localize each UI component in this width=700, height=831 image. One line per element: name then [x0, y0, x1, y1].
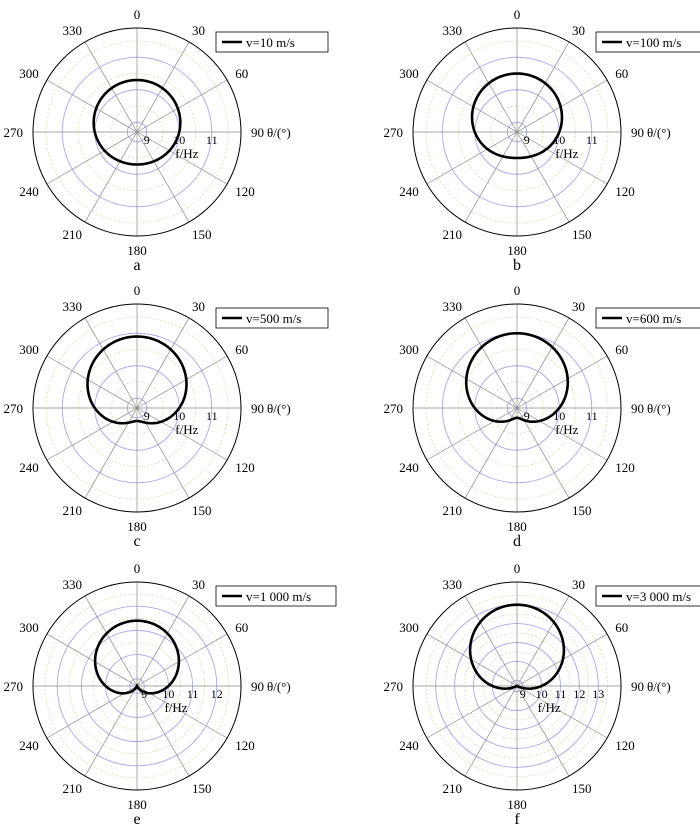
radial-tick-label: 9 — [523, 409, 530, 423]
angle-tick-label: 90 — [251, 125, 264, 140]
radial-tick-label: 9 — [143, 409, 150, 423]
radial-tick-label: 13 — [592, 687, 605, 701]
panel-label: c — [133, 533, 141, 550]
angle-tick-label: 210 — [442, 503, 462, 519]
angle-tick-label: 300 — [399, 342, 419, 357]
angle-tick-label: 30 — [572, 576, 585, 592]
angular-grid-spoke — [517, 356, 607, 408]
angle-tick-label: 240 — [399, 738, 419, 753]
angle-tick-label: 120 — [235, 738, 255, 753]
angle-tick-label: 240 — [19, 738, 39, 753]
legend — [216, 586, 336, 606]
angle-tick-label: 270 — [383, 125, 403, 140]
angle-tick-label: 30 — [572, 22, 585, 38]
angle-tick-label: 180 — [127, 243, 147, 258]
radial-axis-label: f/Hz — [175, 146, 199, 161]
angle-tick-label: 330 — [442, 22, 462, 38]
angle-tick-label: 300 — [399, 620, 419, 635]
panel-label: a — [133, 257, 141, 274]
angle-tick-label: 150 — [192, 227, 212, 243]
angle-tick-label: 180 — [507, 243, 527, 258]
angle-tick-label: 180 — [127, 519, 147, 534]
angular-grid-spoke — [517, 318, 569, 408]
legend — [596, 32, 700, 52]
radial-tick-label: 10 — [553, 133, 566, 147]
angle-tick-label: 0 — [513, 283, 521, 298]
angle-tick-label: 240 — [399, 460, 419, 475]
radial-tick-label: 10 — [173, 133, 186, 147]
radial-axis-label: f/Hz — [555, 146, 579, 161]
polar-panel-c — [4, 283, 329, 550]
legend-entry: v=10 m/s — [246, 35, 295, 50]
panel-label: b — [513, 257, 521, 274]
angle-unit-label: θ/(°) — [647, 125, 671, 140]
angle-tick-label: 240 — [19, 460, 39, 475]
angle-tick-label: 120 — [235, 460, 255, 475]
angle-tick-label: 180 — [507, 797, 527, 812]
angular-grid-spoke — [137, 80, 227, 132]
angle-tick-label: 60 — [615, 66, 629, 81]
radial-tick-label: 12 — [210, 687, 223, 701]
angle-tick-label: 60 — [235, 342, 249, 357]
angle-tick-label: 330 — [62, 22, 82, 38]
radial-axis-label: f/Hz — [537, 700, 561, 715]
legend-entry: v=3 000 m/s — [626, 589, 692, 604]
panel-label: f — [514, 811, 520, 828]
angular-grid-spoke — [85, 596, 137, 686]
radial-tick-label: 9 — [523, 133, 530, 147]
angle-tick-label: 300 — [399, 66, 419, 81]
angle-tick-label: 270 — [3, 125, 23, 140]
radial-axis-label: f/Hz — [175, 422, 199, 437]
angle-tick-label: 270 — [383, 401, 403, 416]
polar-panel-f — [384, 561, 700, 828]
panel-label: e — [133, 811, 141, 828]
angle-tick-label: 180 — [127, 797, 147, 812]
radial-axis-label: f/Hz — [555, 422, 579, 437]
angular-grid-spoke — [47, 408, 137, 460]
legend — [596, 586, 700, 606]
radial-tick-label: 10 — [162, 687, 175, 701]
polar-panel-d — [384, 283, 700, 550]
angle-tick-label: 120 — [615, 460, 635, 475]
angle-tick-label: 210 — [62, 503, 82, 519]
angular-grid-spoke — [85, 686, 137, 776]
angle-tick-label: 240 — [19, 184, 39, 199]
angle-tick-label: 120 — [235, 184, 255, 199]
angle-tick-label: 60 — [615, 342, 629, 357]
angular-grid-spoke — [465, 318, 517, 408]
angle-tick-label: 330 — [442, 576, 462, 592]
angle-tick-label: 60 — [235, 66, 249, 81]
panel-label: d — [513, 533, 521, 550]
polar-panel-b — [384, 7, 700, 274]
angle-tick-label: 30 — [192, 298, 205, 314]
angle-tick-label: 150 — [192, 781, 212, 797]
legend — [216, 308, 328, 328]
radial-tick-label: 10 — [535, 687, 548, 701]
radial-tick-label: 10 — [553, 409, 566, 423]
angle-tick-label: 90 — [631, 125, 644, 140]
angle-tick-label: 150 — [572, 227, 592, 243]
angle-tick-label: 30 — [192, 22, 205, 38]
angle-tick-label: 330 — [62, 576, 82, 592]
angle-tick-label: 270 — [383, 679, 403, 694]
angle-tick-label: 240 — [399, 184, 419, 199]
angular-grid-spoke — [427, 356, 517, 408]
radial-tick-label: 11 — [206, 133, 218, 147]
angle-tick-label: 300 — [19, 620, 39, 635]
radial-tick-label: 11 — [186, 687, 199, 701]
angle-tick-label: 210 — [442, 227, 462, 243]
angle-tick-label: 300 — [19, 342, 39, 357]
angle-tick-label: 0 — [513, 561, 521, 576]
angular-grid-spoke — [465, 132, 517, 222]
angle-tick-label: 30 — [572, 298, 585, 314]
angle-tick-label: 150 — [572, 781, 592, 797]
radial-tick-label: 11 — [554, 687, 567, 701]
angular-grid-spoke — [427, 408, 517, 460]
radial-tick-label: 9 — [143, 133, 150, 147]
legend-entry: v=500 m/s — [246, 311, 302, 326]
angle-tick-label: 210 — [442, 781, 462, 797]
radial-tick-label: 12 — [573, 687, 586, 701]
angular-grid-spoke — [517, 596, 569, 686]
angular-grid-spoke — [47, 80, 137, 132]
angular-grid-spoke — [465, 596, 517, 686]
angle-tick-label: 150 — [572, 503, 592, 519]
angular-grid-spoke — [465, 686, 517, 776]
radial-axis-label: f/Hz — [164, 700, 188, 715]
angle-tick-label: 270 — [3, 401, 23, 416]
angle-unit-label: θ/(°) — [267, 679, 291, 694]
angular-grid-spoke — [137, 596, 189, 686]
angle-tick-label: 180 — [507, 519, 527, 534]
radial-tick-label: 11 — [586, 133, 598, 147]
angular-grid-spoke — [47, 634, 137, 686]
angle-tick-label: 120 — [615, 738, 635, 753]
legend-entry: v=100 m/s — [626, 35, 682, 50]
angle-tick-label: 90 — [251, 401, 264, 416]
polar-panel-e — [4, 561, 337, 828]
radial-tick-label: 10 — [173, 409, 186, 423]
radial-tick-label: 11 — [206, 409, 218, 423]
radial-tick-label: 9 — [141, 687, 148, 701]
angle-tick-label: 330 — [442, 298, 462, 314]
angle-tick-label: 0 — [133, 283, 141, 298]
angle-unit-label: θ/(°) — [647, 679, 671, 694]
angle-unit-label: θ/(°) — [647, 401, 671, 416]
angle-tick-label: 270 — [3, 679, 23, 694]
legend — [596, 308, 700, 328]
angle-tick-label: 90 — [631, 401, 644, 416]
angle-unit-label: θ/(°) — [267, 125, 291, 140]
angular-grid-spoke — [137, 634, 227, 686]
angle-tick-label: 60 — [615, 620, 629, 635]
angle-tick-label: 210 — [62, 227, 82, 243]
angle-tick-label: 300 — [19, 66, 39, 81]
angle-tick-label: 0 — [133, 561, 141, 576]
angular-grid-spoke — [47, 132, 137, 184]
angle-tick-label: 0 — [133, 7, 141, 22]
angular-grid-spoke — [427, 132, 517, 184]
radial-tick-label: 11 — [586, 409, 598, 423]
angle-tick-label: 30 — [192, 576, 205, 592]
legend-entry: v=1 000 m/s — [246, 589, 312, 604]
angle-unit-label: θ/(°) — [267, 401, 291, 416]
angle-tick-label: 210 — [62, 781, 82, 797]
angular-grid-spoke — [85, 132, 137, 222]
angle-tick-label: 0 — [513, 7, 521, 22]
angle-tick-label: 150 — [192, 503, 212, 519]
legend — [216, 32, 328, 52]
angle-tick-label: 60 — [235, 620, 249, 635]
angle-tick-label: 330 — [62, 298, 82, 314]
angle-tick-label: 90 — [251, 679, 264, 694]
radial-tick-label: 9 — [519, 687, 526, 701]
angle-tick-label: 90 — [631, 679, 644, 694]
polar-panel-a — [4, 7, 329, 274]
legend-entry: v=600 m/s — [626, 311, 682, 326]
angular-grid-spoke — [427, 686, 517, 738]
angle-tick-label: 120 — [615, 184, 635, 199]
